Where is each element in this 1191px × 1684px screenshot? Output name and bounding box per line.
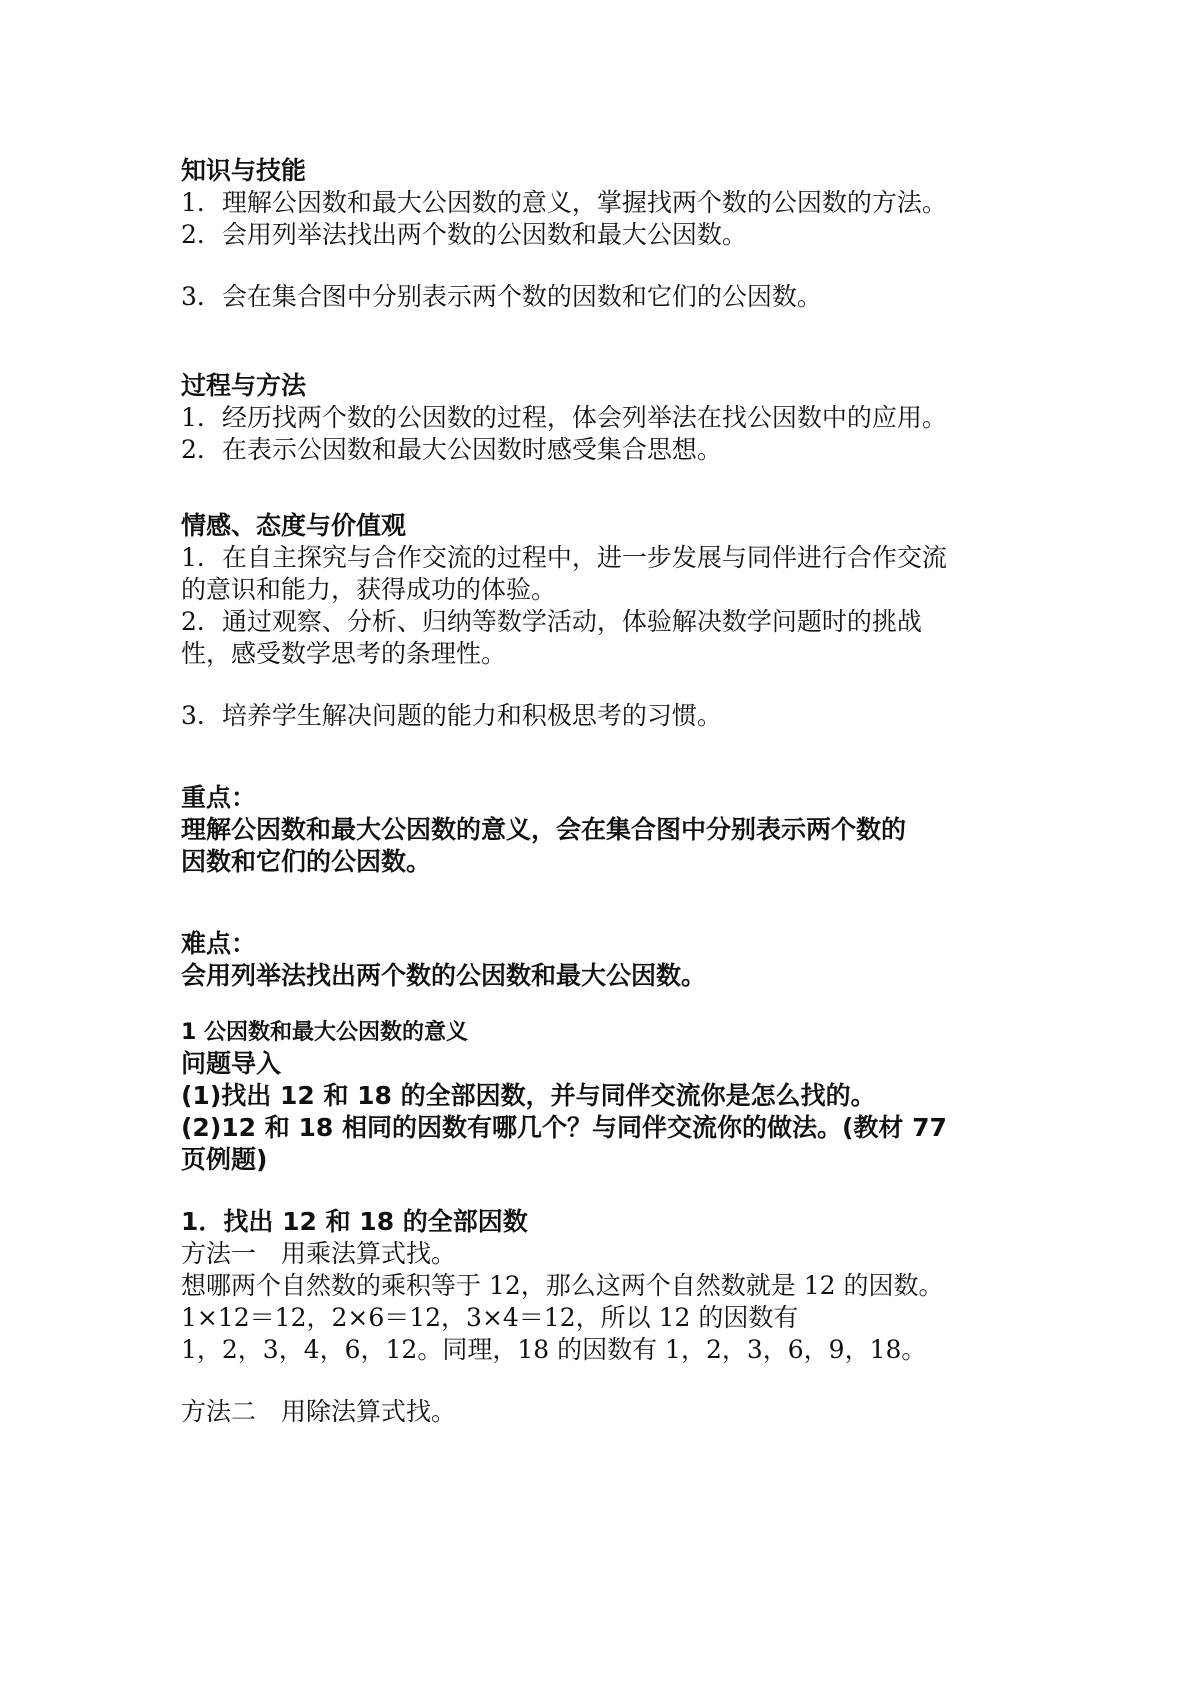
emotion-item-3: 3．培养学生解决问题的能力和积极思考的习惯。 [181, 701, 722, 730]
method-1-text-3: 1，2，3，4，6，12。同理，18 的因数有 1，2，3，6，9，18。 [181, 1335, 927, 1364]
emotion-item-2-line-2: 性，感受数学思考的条理性。 [181, 639, 507, 668]
question-1: (1)找出 12 和 18 的全部因数，并与同伴交流你是怎么找的。 [181, 1081, 876, 1110]
process-heading: 过程与方法 [181, 371, 307, 400]
process-item-2: 2．在表示公因数和最大公因数时感受集合思想。 [181, 435, 722, 464]
knowledge-item-2: 2．会用列举法找出两个数的公因数和最大公因数。 [181, 220, 747, 249]
question-2-line-1: (2)12 和 18 相同的因数有哪几个？与同伴交流你的做法。(教材 77 [181, 1113, 947, 1142]
method-2-label: 方法二 用除法算式找。 [181, 1397, 457, 1426]
difficulty-heading: 难点： [181, 929, 257, 958]
emotion-item-1-line-1: 1．在自主探究与合作交流的过程中，进一步发展与同伴进行合作交流 [181, 543, 947, 572]
section-1-heading: 1．找出 12 和 18 的全部因数 [181, 1207, 528, 1236]
emotion-item-1-line-2: 的意识和能力，获得成功的体验。 [181, 575, 557, 604]
key-point-heading: 重点： [181, 783, 257, 812]
key-point-line-1: 理解公因数和最大公因数的意义，会在集合图中分别表示两个数的 [181, 815, 907, 844]
knowledge-heading: 知识与技能 [181, 156, 307, 185]
key-point-line-2: 因数和它们的公因数。 [181, 847, 432, 876]
process-item-1: 1．经历找两个数的公因数的过程，体会列举法在找公因数中的应用。 [181, 403, 947, 432]
question-2-line-2: 页例题) [181, 1145, 268, 1174]
document-page [181, 155, 1081, 1428]
knowledge-item-3: 3．会在集合图中分别表示两个数的因数和它们的公因数。 [181, 282, 822, 311]
knowledge-item-1: 1．理解公因数和最大公因数的意义，掌握找两个数的公因数的方法。 [181, 188, 947, 217]
method-1-text-1: 想哪两个自然数的乘积等于 12，那么这两个自然数就是 12 的因数。 [181, 1271, 944, 1300]
difficulty-line-1: 会用列举法找出两个数的公因数和最大公因数。 [181, 961, 707, 990]
method-1-label: 方法一 用乘法算式找。 [181, 1239, 457, 1268]
intro-heading: 问题导入 [181, 1049, 282, 1078]
method-1-text-2: 1×12＝12，2×6＝12，3×4＝12，所以 12 的因数有 [181, 1303, 799, 1332]
emotion-heading: 情感、态度与价值观 [181, 511, 407, 540]
lesson-title: 1 公因数和最大公因数的意义 [181, 1020, 468, 1045]
emotion-item-2-line-1: 2．通过观察、分析、归纳等数学活动，体验解决数学问题时的挑战 [181, 607, 922, 636]
